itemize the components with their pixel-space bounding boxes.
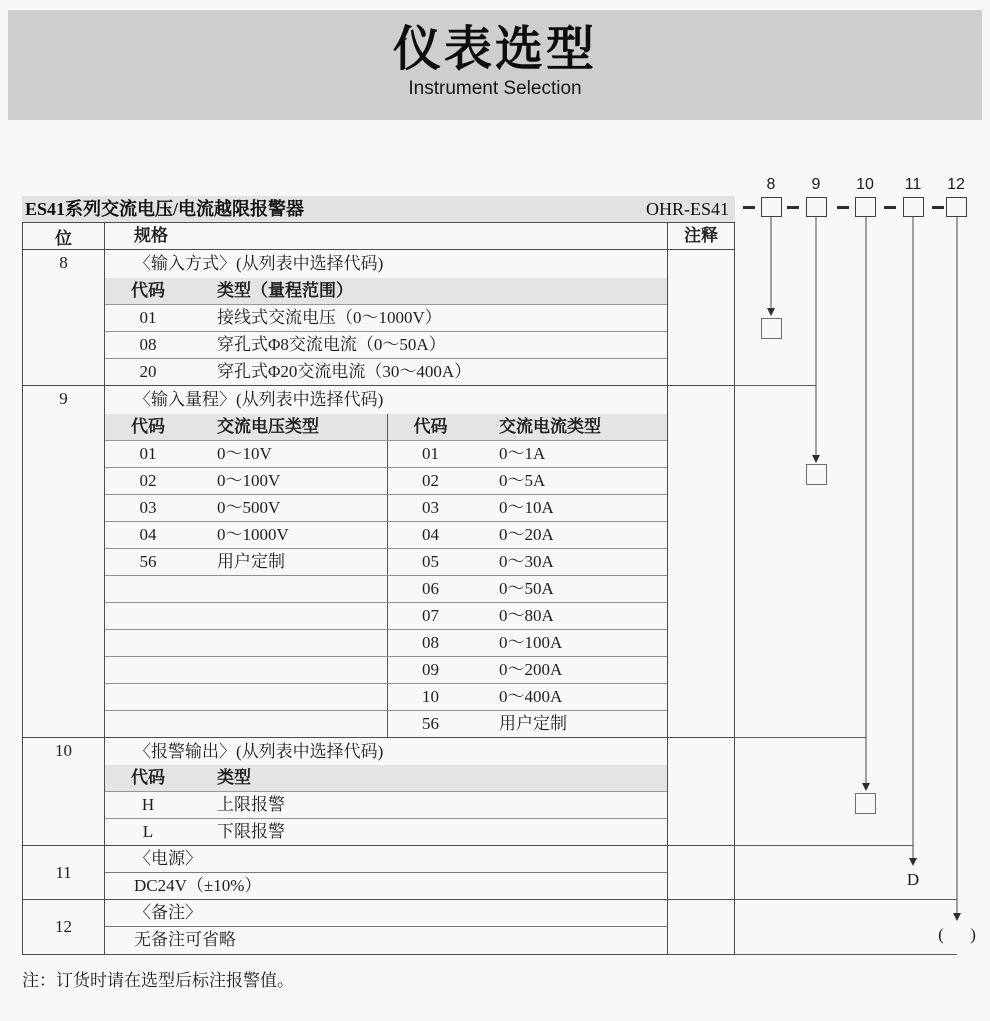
target-box-10: [855, 793, 876, 814]
table-row: [105, 441, 667, 468]
model-code: OHR-ES41: [645, 199, 729, 219]
table-row-position-9: [23, 386, 734, 738]
code-cell: L: [142, 822, 154, 841]
header-spec: 规格: [134, 226, 168, 245]
code-box-12: [946, 197, 967, 217]
current-type-cell: 0～400A: [499, 687, 563, 706]
table-header-row: [23, 223, 734, 250]
subtable-header-current-type: 交流电流类型: [499, 417, 601, 436]
subtable-header-code: 代码: [131, 281, 165, 300]
current-code-cell: 01: [422, 444, 439, 463]
spec-title: 〈输入方式〉(从列表中选择代码): [134, 254, 384, 273]
table-row: [105, 630, 667, 657]
product-title-band: [22, 196, 735, 222]
note-cell: [667, 900, 734, 954]
row-extension-line: [735, 845, 913, 846]
voltage-code-cell: [105, 603, 191, 629]
footnote: 注：订货时请在选型后标注报警值。: [22, 971, 294, 990]
type-cell: 上限报警: [217, 795, 285, 814]
type-cell: 穿孔式Φ20交流电流（30～400A）: [217, 362, 472, 381]
current-code-cell: 07: [422, 606, 439, 625]
series-title: ES41系列交流电压/电流越限报警器: [25, 199, 305, 219]
code-box-9: [806, 197, 827, 217]
voltage-code-cell: [105, 711, 191, 738]
table-row-position-8: [23, 250, 734, 386]
position-cell: 10: [23, 738, 105, 845]
table-row: [105, 792, 667, 819]
current-code-cell: 06: [422, 579, 439, 598]
code-dash: [743, 206, 755, 209]
code-dash: [884, 206, 896, 209]
table-row: [105, 711, 667, 738]
voltage-type-cell: [191, 711, 388, 738]
remark-placeholder-label: ( ): [938, 925, 982, 944]
table-row: [105, 305, 667, 332]
table-row: [105, 819, 667, 846]
header-position: 位: [23, 223, 105, 249]
position-number-10: 10: [856, 176, 874, 193]
voltage-type-cell: 0～100V: [191, 468, 388, 494]
row-extension-line: [735, 954, 957, 955]
voltage-type-cell: 0～1000V: [191, 522, 388, 548]
spec-title: 〈电源〉: [105, 846, 667, 873]
position-number-9: 9: [811, 176, 821, 193]
position-cell: 12: [23, 900, 105, 954]
current-type-cell: 0～30A: [499, 552, 554, 571]
voltage-code-cell: [105, 684, 191, 710]
table-row: [105, 576, 667, 603]
subtable-header-code: 代码: [413, 417, 448, 436]
subtable-header-type: 类型: [217, 768, 251, 787]
table-row-position-12: [23, 900, 734, 954]
current-code-cell: 05: [422, 552, 439, 571]
drop-line-12: [956, 217, 958, 913]
voltage-code-cell: 04: [139, 525, 157, 544]
table-row: [105, 468, 667, 495]
code-dash: [932, 206, 944, 209]
table-row: [105, 603, 667, 630]
table-row-position-11: [23, 846, 734, 900]
subtable-header-voltage-type: 交流电压类型: [191, 414, 388, 440]
current-type-cell: 0～10A: [499, 498, 554, 517]
voltage-type-cell: [191, 576, 388, 602]
spec-title: 〈报警输出〉(从列表中选择代码): [134, 742, 384, 761]
page-subtitle: Instrument Selection: [408, 78, 582, 99]
table-row: [105, 495, 667, 522]
position-cell: 11: [23, 846, 105, 899]
subtable-header: [105, 414, 667, 441]
page-banner: [8, 10, 982, 120]
voltage-type-cell: [191, 630, 388, 656]
row-extension-line: [735, 737, 866, 738]
current-type-cell: 0～5A: [499, 471, 546, 490]
current-code-cell: 02: [422, 471, 439, 490]
current-code-cell: 08: [422, 633, 439, 652]
spec-value: 无备注可省略: [134, 930, 236, 949]
type-cell: 下限报警: [217, 822, 285, 841]
current-type-cell: 0～20A: [499, 525, 554, 544]
current-code-cell: 04: [422, 525, 439, 544]
voltage-type-cell: [191, 603, 388, 629]
position-number-8: 8: [766, 176, 776, 193]
table-row: [105, 657, 667, 684]
code-cell: 20: [139, 362, 157, 381]
code-dash: [837, 206, 849, 209]
current-code-cell: 09: [422, 660, 439, 679]
table-row: [105, 522, 667, 549]
note-cell: [667, 250, 734, 385]
target-box-9: [806, 464, 827, 485]
code-cell: H: [141, 795, 155, 814]
note-cell: [667, 846, 734, 899]
voltage-code-cell: 56: [139, 552, 157, 571]
row-extension-line: [735, 385, 816, 386]
type-cell: 接线式交流电压（0～1000V）: [217, 308, 442, 327]
voltage-code-cell: [105, 576, 191, 602]
table-row: [105, 359, 667, 386]
current-code-cell: 10: [422, 687, 439, 706]
voltage-code-cell: 01: [139, 444, 157, 463]
drop-line-11: [912, 217, 914, 858]
note-cell: [667, 386, 734, 737]
arrow-down-icon: [862, 783, 870, 791]
voltage-type-cell: [191, 684, 388, 710]
header-note: 注释: [667, 223, 734, 249]
drop-line-9: [815, 217, 817, 455]
drop-line-8: [770, 217, 772, 308]
voltage-code-cell: [105, 657, 191, 683]
type-cell: 穿孔式Φ8交流电流（0～50A）: [217, 335, 446, 354]
voltage-type-cell: 0～500V: [191, 495, 388, 521]
current-type-cell: 0～1A: [499, 444, 546, 463]
current-type-cell: 0～200A: [499, 660, 563, 679]
code-box-10: [855, 197, 876, 217]
page-title: 仪表选型: [392, 23, 597, 76]
voltage-type-cell: 用户定制: [191, 549, 388, 575]
code-box-8: [761, 197, 782, 217]
spec-title: 〈输入量程〉(从列表中选择代码): [134, 390, 384, 409]
spec-value: DC24V（±10%）: [134, 876, 262, 895]
subtable-header: [105, 278, 667, 305]
code-box-11: [903, 197, 924, 217]
current-type-cell: 0～50A: [499, 579, 554, 598]
voltage-code-cell: [105, 630, 191, 656]
code-cell: 08: [139, 335, 157, 354]
arrow-down-icon: [953, 913, 961, 921]
power-default-label: D: [906, 870, 920, 889]
voltage-type-cell: [191, 657, 388, 683]
current-code-cell: 03: [422, 498, 439, 517]
subtable-header-type: 类型（量程范围）: [217, 281, 353, 300]
subtable-header: [105, 765, 667, 792]
code-cell: 01: [139, 308, 157, 327]
current-type-cell: 0～80A: [499, 606, 554, 625]
table-row-position-10: [23, 738, 734, 846]
subtable-header-code: 代码: [131, 417, 165, 436]
note-cell: [667, 738, 734, 845]
position-number-12: 12: [947, 176, 965, 193]
table-row: [105, 684, 667, 711]
spec-title: 〈备注〉: [105, 900, 667, 927]
position-cell: 9: [23, 386, 105, 737]
current-type-cell: 用户定制: [499, 714, 567, 733]
arrow-down-icon: [909, 858, 917, 866]
position-number-11: 11: [904, 176, 922, 193]
position-cell: 8: [23, 250, 105, 385]
table-row: [105, 332, 667, 359]
drop-line-10: [865, 217, 867, 783]
arrow-down-icon: [767, 308, 775, 316]
current-code-cell: 56: [422, 714, 439, 733]
target-box-8: [761, 318, 782, 339]
current-type-cell: 0～100A: [499, 633, 563, 652]
row-extension-line: [735, 899, 957, 900]
code-dash: [787, 206, 799, 209]
table-row: [105, 549, 667, 576]
arrow-down-icon: [812, 455, 820, 463]
voltage-code-cell: 03: [139, 498, 157, 517]
subtable-header-code: 代码: [131, 768, 165, 787]
selection-table: [22, 222, 735, 955]
voltage-type-cell: 0～10V: [191, 441, 388, 467]
voltage-code-cell: 02: [139, 471, 157, 490]
